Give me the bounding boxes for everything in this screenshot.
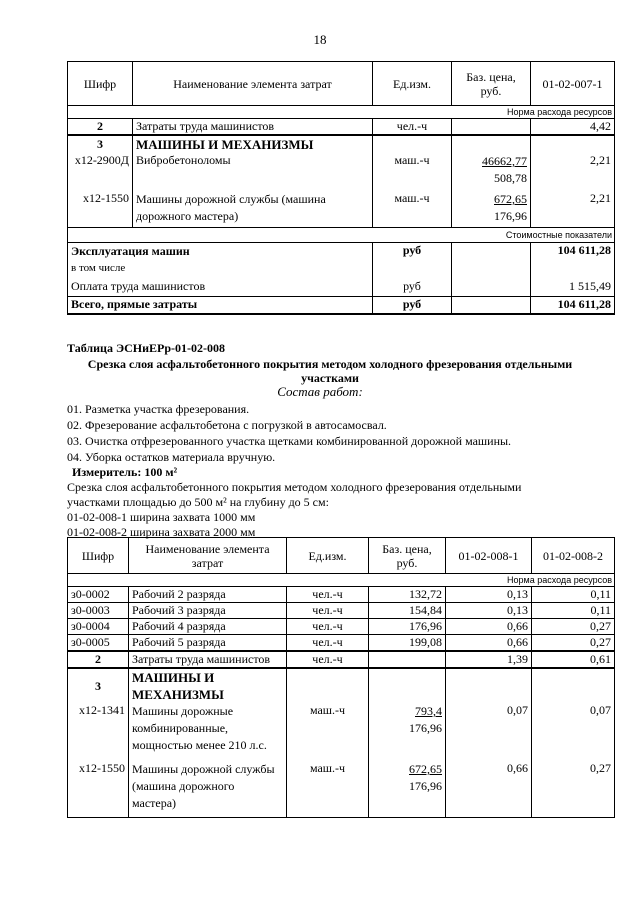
row-value-2: 0,27 [532, 635, 615, 652]
row-price-secondary: 176,96 [494, 209, 527, 223]
header-code: Шифр [68, 62, 133, 106]
composition-label: Состав работ: [277, 384, 363, 399]
row-unit: чел.-ч [287, 619, 369, 635]
row-value: 2,21 [531, 191, 615, 227]
row-price-secondary: 176,96 [409, 721, 442, 735]
section-code: 3 [68, 135, 133, 153]
meter-label: Измеритель: 100 м² [72, 465, 178, 479]
row-value: 4,42 [531, 119, 615, 136]
row-price-secondary: 508,78 [494, 171, 527, 185]
variant-item: 01-02-008-1 ширина захвата 1000 мм [67, 510, 256, 524]
row-unit: чел.-ч [287, 651, 369, 668]
table-row [68, 297, 615, 314]
row-code: 2 [68, 651, 129, 668]
work-step: 03. Очистка отфрезерованного участка щетками комбинированной дорожной машины. [67, 434, 512, 448]
work-step: 02. Фрезерование асфальтобетона с погрузкой в автосамосвал. [67, 418, 387, 432]
row-unit: чел.-ч [287, 635, 369, 652]
row-code: х12-2900Д [68, 153, 133, 191]
resource-table-2 [67, 537, 615, 818]
table-row [68, 651, 615, 668]
work-step: 04. Уборка остатков материала вручную. [67, 450, 276, 464]
row-name-line: мастера) [132, 796, 177, 810]
row-value: 1 515,49 [531, 277, 615, 297]
header-unit: Ед.изм. [373, 62, 452, 106]
row-price: 154,84 [369, 603, 446, 619]
row-value-1: 1,39 [446, 651, 532, 668]
table-row [68, 119, 615, 136]
header-unit: Ед.изм. [287, 538, 369, 574]
table-row [68, 703, 615, 761]
row-value-2: 0,11 [532, 587, 615, 603]
row-unit: чел.-ч [287, 603, 369, 619]
norm-label-row [68, 574, 615, 587]
resource-table-1 [67, 61, 615, 315]
row-value: 104 611,28 [531, 242, 615, 277]
work-step: 01. Разметка участка фрезерования. [67, 402, 250, 416]
section-title-continued: участками [301, 371, 359, 385]
table-row [68, 619, 615, 635]
page-number: 18 [313, 32, 327, 47]
row-price: 793,4 [415, 704, 442, 718]
row-value-1: 0,13 [446, 603, 532, 619]
row-code: 2 [68, 119, 133, 136]
table-row [68, 153, 615, 191]
row-code: х12-1550 [68, 191, 133, 227]
table-row [68, 603, 615, 619]
row-name: Рабочий 4 разряда [129, 619, 287, 635]
cost-label-row [68, 227, 615, 242]
row-name: Оплата труда машинистов [68, 277, 373, 297]
row-unit: руб [373, 277, 452, 297]
header-norm-code: 01-02-007-1 [531, 62, 615, 106]
row-code: х12-1341 [68, 703, 129, 761]
section-header-row [68, 135, 615, 153]
row-unit: чел.-ч [287, 587, 369, 603]
row-name-line: Машины дорожной службы [132, 762, 275, 776]
row-price-secondary: 176,96 [409, 779, 442, 793]
row-code: з0-0004 [68, 619, 129, 635]
row-code: з0-0002 [68, 587, 129, 603]
row-code: з0-0005 [68, 635, 129, 652]
row-code: х12-1550 [68, 761, 129, 817]
row-value-2: 0,61 [532, 651, 615, 668]
norm-label: Норма расхода ресурсов [68, 574, 615, 587]
row-name-line: Машины дорожной службы (машина [136, 192, 326, 206]
row-name: Рабочий 2 разряда [129, 587, 287, 603]
row-price: 199,08 [369, 635, 446, 652]
table-header [68, 62, 615, 106]
row-code: з0-0003 [68, 603, 129, 619]
table-row [68, 242, 615, 277]
row-unit: чел.-ч [373, 119, 452, 136]
table-row [68, 761, 615, 817]
row-value-1: 0,07 [446, 703, 532, 761]
row-name-line: дорожного мастера) [136, 209, 239, 223]
row-name: Вибробетоноломы [133, 153, 373, 191]
description-line: Срезка слоя асфальтобетонного покрытия методом холодного фрезерования отдельными [67, 480, 522, 494]
row-unit: маш.-ч [287, 703, 369, 761]
row-name-line: комбинированные, [132, 721, 229, 735]
table-row [68, 277, 615, 297]
header-norm-code-1: 01-02-008-1 [446, 538, 532, 574]
row-price: 672,65 [494, 192, 527, 206]
row-subtitle: в том числе [71, 261, 126, 274]
row-value-2: 0,27 [532, 619, 615, 635]
row-name: Эксплуатация машин [71, 243, 190, 258]
row-price: 46662,77 [482, 154, 527, 168]
table-header [68, 538, 615, 574]
row-value-1: 0,66 [446, 761, 532, 817]
row-value-2: 0,11 [532, 603, 615, 619]
section-title: МАШИНЫ И МЕХАНИЗМЫ [133, 135, 373, 153]
header-code: Шифр [68, 538, 129, 574]
row-value-2: 0,27 [532, 761, 615, 817]
row-value-1: 0,66 [446, 635, 532, 652]
header-name: Наименование элемента затрат [133, 62, 373, 106]
norm-label: Норма расхода ресурсов [68, 106, 615, 119]
row-price: 132,72 [369, 587, 446, 603]
header-name: Наименование элемента затрат [129, 538, 287, 574]
section-code: 3 [68, 668, 129, 703]
row-name: Рабочий 3 разряда [129, 603, 287, 619]
section-header-row [68, 668, 615, 703]
table-row [68, 587, 615, 603]
header-price: Баз. цена, руб. [369, 538, 446, 574]
cost-label: Стоимостные показатели [68, 227, 615, 242]
header-norm-code-2: 01-02-008-2 [532, 538, 615, 574]
row-name: Рабочий 5 разряда [129, 635, 287, 652]
row-name-line: Машины дорожные [132, 704, 234, 718]
row-value-2: 0,07 [532, 703, 615, 761]
section-title: Срезка слоя асфальтобетонного покрытия методом холодного фрезерования отдельными [87, 357, 573, 371]
row-unit: руб [373, 297, 452, 314]
header-price: Баз. цена, руб. [452, 62, 531, 106]
row-name-line: (машина дорожного [132, 779, 235, 793]
variant-item: 01-02-008-2 ширина захвата 2000 мм [67, 525, 256, 539]
row-price: 672,65 [409, 762, 442, 776]
row-price: 176,96 [369, 619, 446, 635]
row-value: 2,21 [531, 153, 615, 191]
description-line: участками площадью до 500 м² на глубину до 5 см: [67, 495, 329, 509]
row-value-1: 0,66 [446, 619, 532, 635]
row-unit: руб [373, 242, 452, 277]
row-value: 104 611,28 [531, 297, 615, 314]
table-row [68, 635, 615, 652]
table-row [68, 191, 615, 227]
row-unit: маш.-ч [287, 761, 369, 817]
section-title-line: МЕХАНИЗМЫ [132, 687, 224, 702]
row-unit: маш.-ч [373, 153, 452, 191]
row-value-1: 0,13 [446, 587, 532, 603]
row-name: Затраты труда машинистов [129, 651, 287, 668]
row-name: Затраты труда машинистов [133, 119, 373, 136]
table-id: Таблица ЭСНиЕРр-01-02-008 [67, 341, 226, 355]
row-name: Всего, прямые затраты [68, 297, 373, 314]
row-unit: маш.-ч [373, 191, 452, 227]
norm-label-row [68, 106, 615, 119]
section-title-line: МАШИНЫ И [132, 670, 215, 685]
row-name-line: мощностью менее 210 л.с. [132, 738, 267, 752]
